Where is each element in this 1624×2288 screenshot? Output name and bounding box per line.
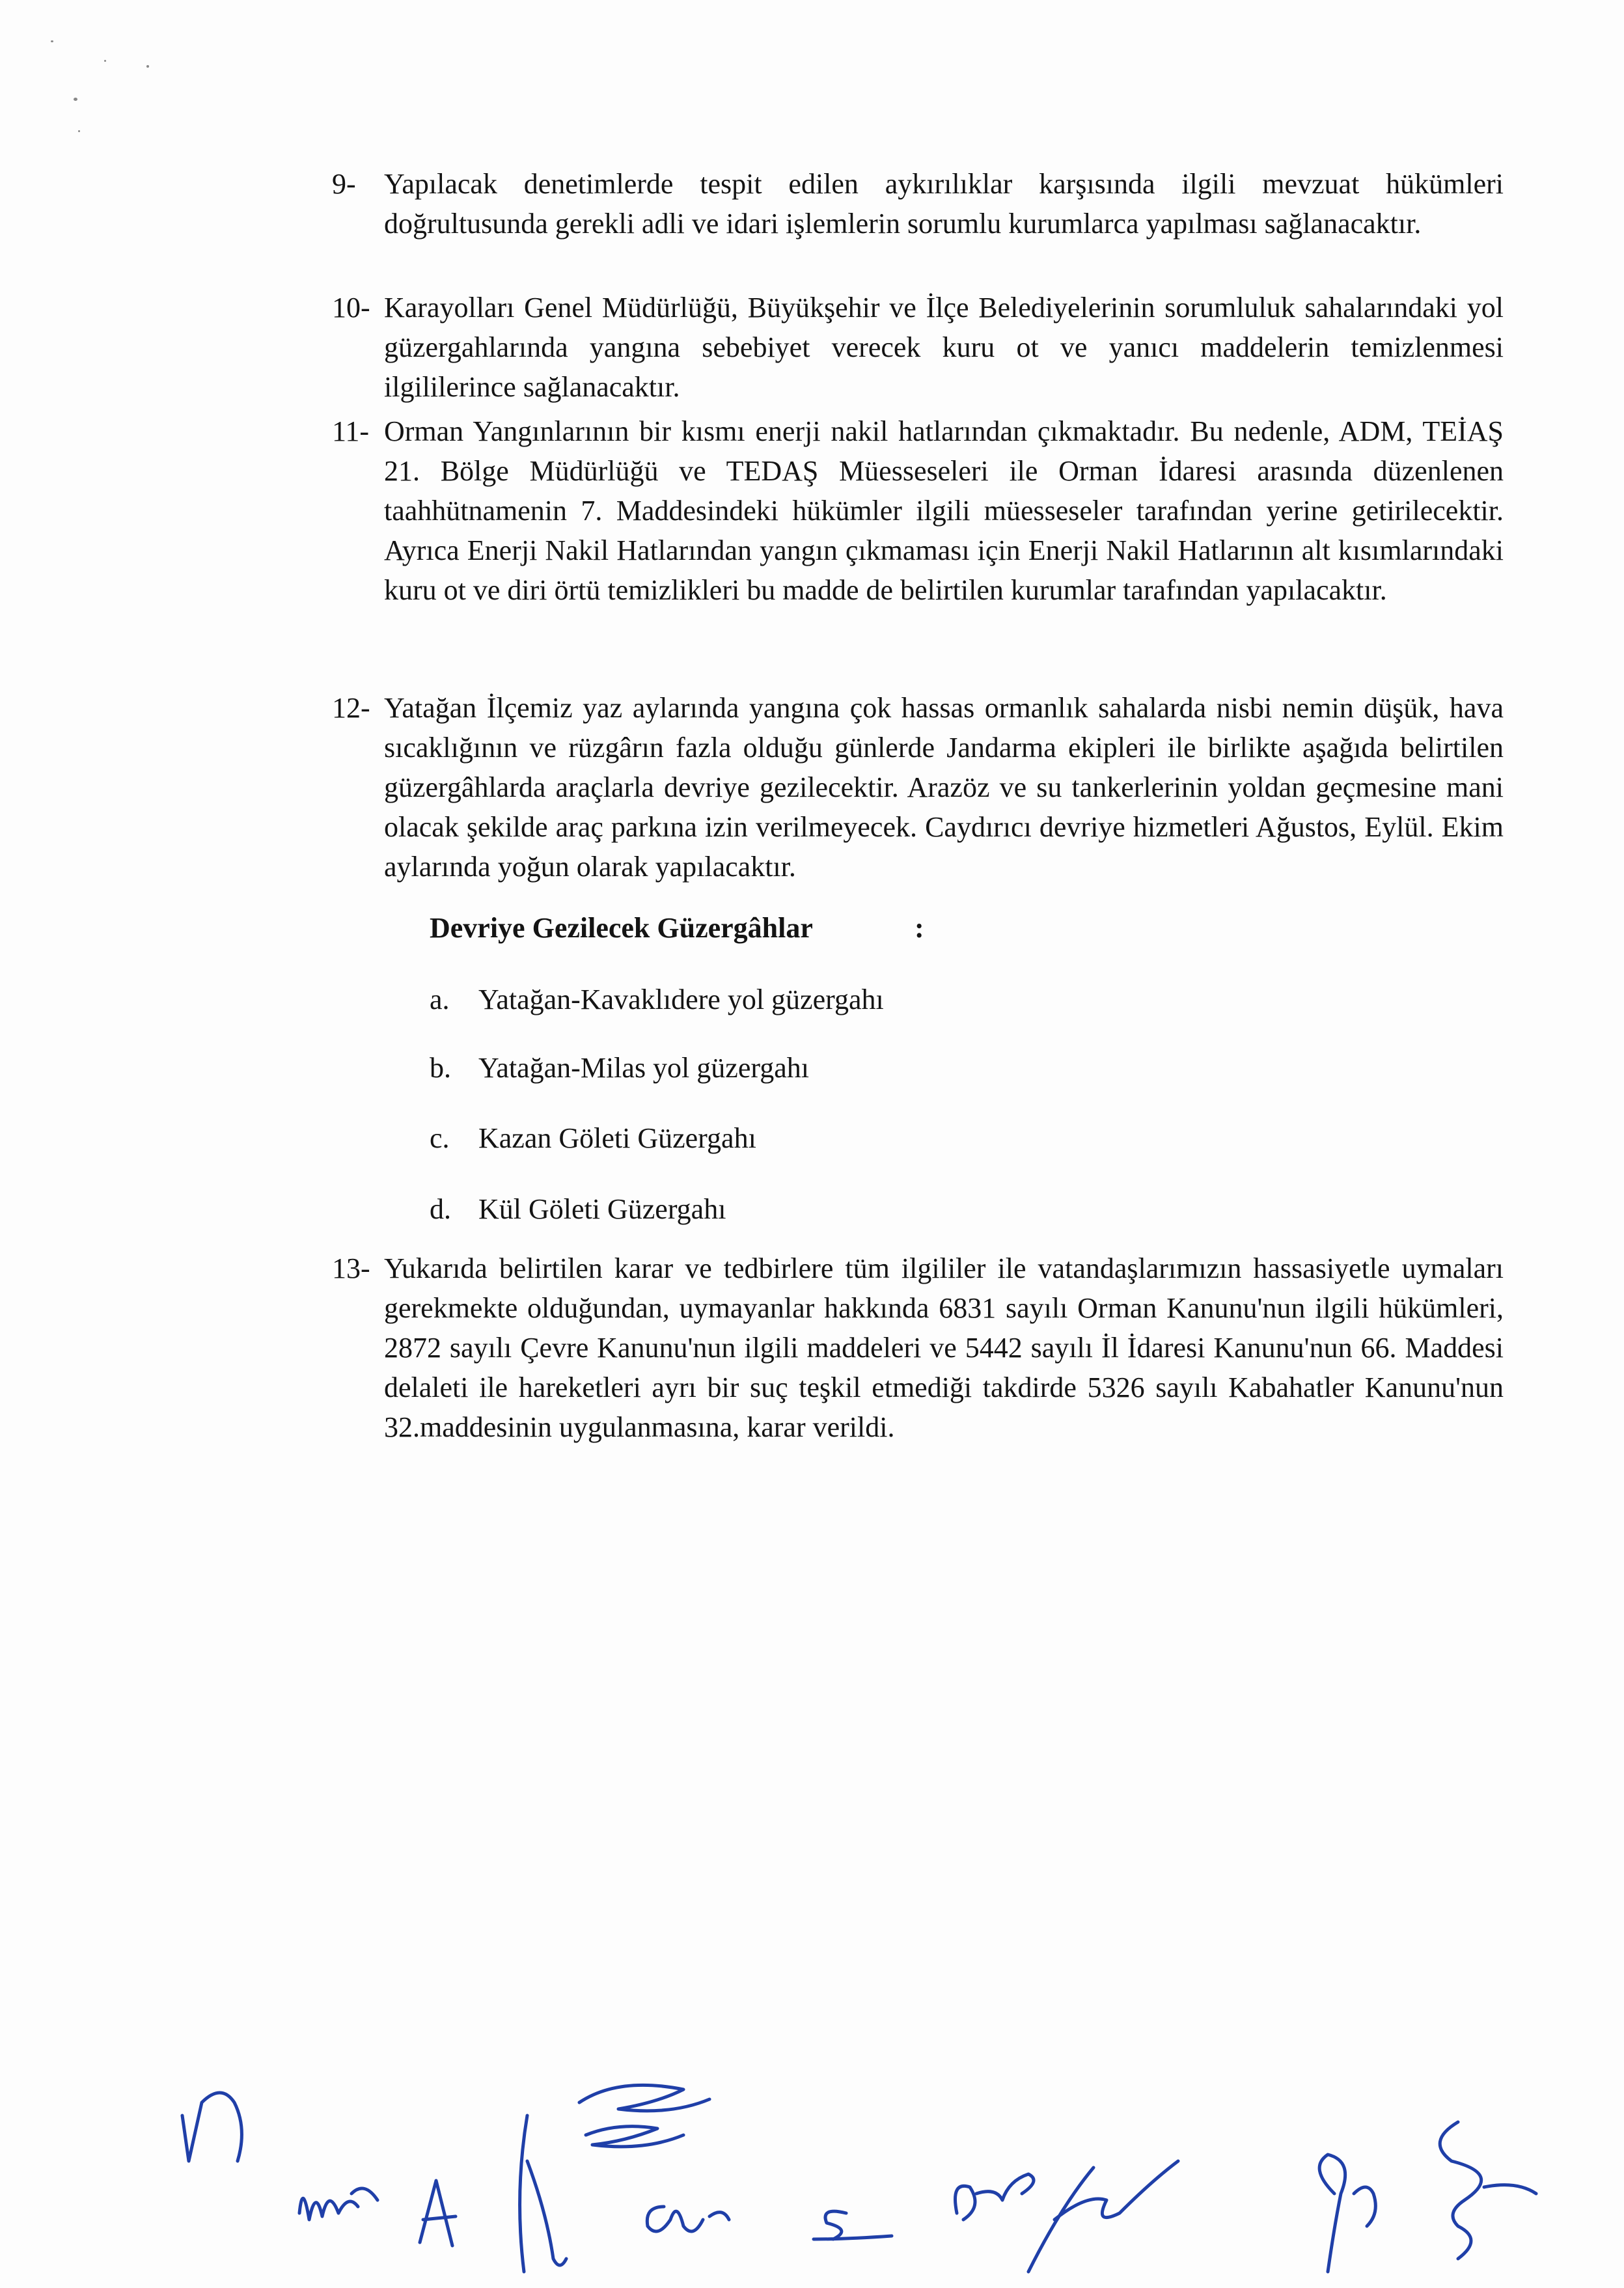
item-number: 12-	[332, 692, 370, 724]
scan-speck	[74, 98, 77, 101]
scan-speck	[51, 40, 53, 42]
route-letter: a.	[430, 984, 450, 1015]
route-letter: c.	[430, 1122, 450, 1154]
decision-item-9	[332, 164, 1504, 243]
decision-item-10	[332, 288, 1504, 407]
item-text: Karayolları Genel Müdürlüğü, Büyükşehir ve İlçe Belediyelerinin sorumluluk sahalarındaki yol güzergahlarında yangına sebebiyet verecek kuru ot ve yanıcı maddelerin temizlenmesi ilgililerince sağlanacaktır.	[384, 292, 1504, 403]
item-number: 11-	[332, 415, 370, 447]
heading-colon: :	[915, 912, 924, 944]
item-text: Yukarıda belirtilen karar ve tedbirlere tüm ilgililer ile vatandaşlarımızın hassasiyetle uymaları gerekmekte olduğundan, uymayanlar hakkında 6831 sayılı Orman Kanunu'nun ilgili hükümleri, 2872 sayılı Çevre Kanunu'nun ilgili maddeleri ve 5442 sayılı İl İdaresi Kanunu'nun 66. Maddesi delaleti ile hareketleri ayrı bir suç teşkil etmediği takdirde 5326 sayılı Kabahatler Kanunu'nun 32.maddesinin uygulanmasına, karar verildi.	[384, 1252, 1504, 1443]
signature-3	[520, 2116, 566, 2272]
item-number: 13-	[332, 1252, 370, 1284]
route-letter: d.	[430, 1193, 451, 1225]
route-text: Kül Göleti Güzergahı	[478, 1193, 726, 1225]
signature-1	[182, 2093, 241, 2161]
item-text: Yapılacak denetimlerde tespit edilen aykırılıklar karşısında ilgili mevzuat hükümleri doğrultusunda gerekli adli ve idari işlemlerin sorumlu kurumlarca yapılması sağlanacaktır.	[384, 168, 1504, 240]
signature-6-b	[1028, 2161, 1178, 2272]
signature-7	[1319, 2155, 1375, 2272]
signature-8	[1440, 2122, 1536, 2259]
route-item-c	[430, 1118, 756, 1158]
route-text: Yatağan-Milas yol güzergahı	[478, 1052, 809, 1084]
signature-5	[814, 2211, 892, 2239]
signature-4	[579, 2085, 709, 2147]
signatures-row	[163, 2063, 1595, 2278]
item-text: Yatağan İlçemiz yaz aylarında yangına çok hassas ormanlık sahalarda nisbi nemin düşük, hava sıcaklığının ve rüzgârın fazla olduğu günlerde Jandarma ekipleri ile birlikte aşağıda belirtilen güzergâhlarda araçlarla devriye gezilecektir. Arazöz ve su tankerlerinin yoldan geçmesine mani olacak şekilde araç parkına izin verilmeyecek. Caydırıcı devriye hizmetleri Ağustos, Eylül. Ekim aylarında yoğun olarak yapılacaktır.	[384, 692, 1504, 883]
item-number: 10-	[332, 292, 370, 324]
signature-2-b	[420, 2181, 456, 2246]
decision-item-13	[332, 1248, 1504, 1447]
patrol-routes-heading-text: Devriye Gezilecek Güzergâhlar	[430, 912, 813, 944]
signature-4-b	[647, 2207, 729, 2231]
signature-2	[299, 2188, 378, 2220]
route-item-d	[430, 1189, 726, 1229]
decision-item-11	[332, 411, 1504, 610]
item-number: 9-	[332, 168, 356, 200]
signature-6	[956, 2174, 1034, 2220]
scan-speck	[78, 130, 80, 132]
scan-speck	[104, 60, 106, 62]
route-text: Yatağan-Kavaklıdere yol güzergahı	[478, 984, 884, 1015]
decision-item-12	[332, 688, 1504, 887]
route-item-a	[430, 980, 884, 1019]
route-text: Kazan Göleti Güzergahı	[478, 1122, 756, 1154]
route-letter: b.	[430, 1052, 451, 1084]
patrol-routes-heading	[430, 908, 924, 948]
scan-speck	[146, 65, 149, 68]
route-item-b	[430, 1048, 809, 1088]
item-text: Orman Yangınlarının bir kısmı enerji nakil hatlarından çıkmaktadır. Bu nedenle, ADM, TEİAŞ 21. Bölge Müdürlüğü ve TEDAŞ Müesseseleri ile Orman İdaresi arasında düzenlenen taahhütnamenin 7. Maddesindeki hükümler ilgili müesseseler tarafından yerine getirilecektir. Ayrıca Enerji Nakil Hatlarından yangın çıkmaması için Enerji Nakil Hatlarının alt kısımlarındaki kuru ot ve diri örtü temizlikleri bu madde de belirtilen kurumlar tarafından yapılacaktır.	[384, 415, 1504, 606]
